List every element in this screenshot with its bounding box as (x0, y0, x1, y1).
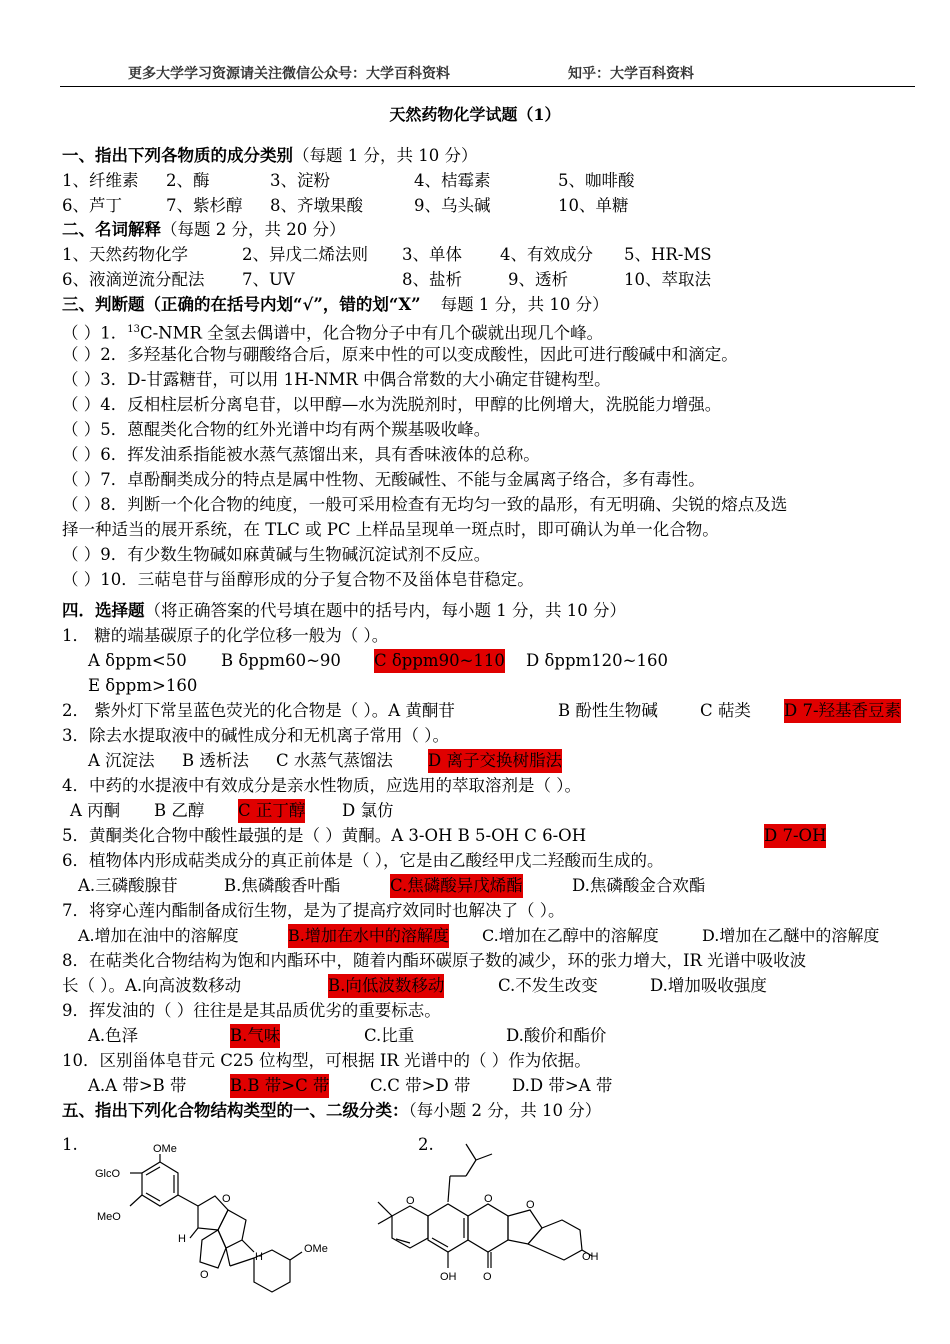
question-text: 6．挥发油系指能被水蒸气蒸馏出来，具有香味液体的总称。 (100, 445, 540, 464)
question-text: 5．黄酮类化合物中酸性最强的是（ ）黄酮。A 3-OH B 5-OH C 6-OH (62, 826, 587, 845)
section5-score: （每小题 2 分，共 10 分） (408, 1101, 602, 1120)
section2-row2 (62, 268, 711, 292)
tf-question-8 (62, 493, 787, 517)
option-c: C 水蒸气蒸馏法 (276, 751, 393, 770)
tf-question-6 (62, 443, 540, 467)
tf-question-4 (62, 393, 721, 417)
o-label: O (483, 1271, 492, 1283)
tf-question-3 (62, 368, 611, 392)
tf-question-10 (62, 568, 534, 592)
option-d: D.增加在乙醚中的溶解度 (702, 926, 880, 945)
mc-question-1: 1． 糖的端基碳原子的化学位移一般为（ ）。 (62, 626, 389, 645)
answer-blank: （ ） (62, 420, 101, 439)
section2-row1 (62, 243, 712, 267)
tf-question-1 (62, 318, 603, 346)
question-text: 长（ ）。A.向高波数移动 (62, 976, 242, 995)
ome-label: OMe (304, 1243, 328, 1255)
option-a: A.色泽 (88, 1026, 139, 1045)
answer-blank: （ ） (62, 370, 101, 389)
structure-2-diagram (370, 1140, 620, 1340)
question-text: 5．蒽醌类化合物的红外光谱中均有两个羰基吸收峰。 (100, 420, 491, 439)
option-b: B.焦磷酸香叶酯 (224, 876, 341, 895)
mc-q7-options (78, 924, 880, 948)
answer-blank: （ ） (62, 395, 101, 414)
question-number: 1． (100, 323, 128, 343)
section2-score: （每题 2 分，共 20 分） (161, 220, 346, 239)
option-d: D δppm120~160 (526, 651, 668, 670)
s1-item: 5、咖啡酸 (558, 171, 635, 190)
s2-item: 5、HR-MS (624, 245, 712, 264)
lignan-structure-svg (90, 1140, 360, 1340)
s1-item: 4、桔霉素 (414, 171, 491, 190)
option-b-answer: B.增加在水中的溶解度 (288, 924, 449, 948)
page-title: 天然药物化学试题（1） (389, 105, 561, 124)
tf-question-2 (62, 343, 738, 367)
glco-label: GlcO (95, 1168, 121, 1180)
section3-heading-line (62, 293, 609, 317)
mc-question-7: 7．将穿心莲内酯制备成衍生物，是为了提高疗效同时也解决了（ ）。 (62, 901, 565, 920)
option-b-answer: B.向低波数移动 (328, 974, 444, 998)
section1-score: （每题 1 分，共 10 分） (293, 146, 478, 165)
answer-blank: （ ） (62, 470, 101, 489)
option-c-answer: C 正丁醇 (238, 799, 305, 823)
mc-question-8-cont (62, 974, 767, 998)
mc-q1-options (88, 649, 668, 673)
s2-item: 1、天然药物化学 (62, 245, 188, 264)
section3-score: 每题 1 分，共 10 分） (440, 295, 609, 314)
section1-heading: 一、指出下列各物质的成分类别 (62, 146, 293, 165)
s1-item: 8、齐墩果酸 (270, 196, 363, 215)
option-c-answer: C.焦磷酸异戊烯酯 (390, 874, 523, 898)
s1-item: 2、酶 (166, 171, 210, 190)
option-a: A δppm<50 (88, 651, 187, 670)
o-label: O (222, 1193, 231, 1205)
question-text: C-NMR 全氢去偶谱中，化合物分子中有几个碳就出现几个峰。 (139, 323, 604, 343)
s2-item: 10、萃取法 (624, 270, 711, 289)
option-c: C.增加在乙醇中的溶解度 (482, 926, 659, 945)
o-label: O (526, 1199, 535, 1211)
tf-question-7 (62, 468, 705, 492)
section5-heading: 五、指出下列化合物结构类型的一、二级分类： (62, 1101, 409, 1120)
header-left-text: 更多大学学习资源请关注微信公众号：大学百科资料 (128, 66, 450, 82)
oh-label: OH (440, 1271, 457, 1283)
answer-blank: （ ） (62, 323, 101, 343)
h-label: H (255, 1251, 263, 1263)
s2-item: 4、有效成分 (500, 245, 593, 264)
section2-heading-line (62, 218, 345, 242)
section2-heading: 二、名词解释 (62, 220, 161, 239)
section1-heading-line (62, 144, 477, 168)
s1-item: 10、单糖 (558, 196, 629, 215)
answer-blank: （ ） (62, 495, 101, 514)
answer-blank: （ ） (62, 545, 101, 564)
tf-question-8-cont (62, 518, 719, 542)
mc-question-3: 3．除去水提取液中的碱性成分和无机离子常用（ ）。 (62, 726, 449, 745)
option-d: D.焦磷酸金合欢酯 (572, 876, 706, 895)
header-right-text: 知乎：大学百科资料 (568, 66, 694, 82)
structure-1-number: 1. (62, 1135, 78, 1154)
structure-1-diagram (90, 1140, 360, 1340)
question-text: 10．三萜皂苷与甾醇形成的分子复合物不及甾体皂苷稳定。 (100, 570, 534, 589)
option-d-answer: D 7-OH (764, 824, 826, 848)
answer-blank: （ ） (62, 570, 101, 589)
option-a: A 丙酮 (70, 801, 121, 820)
page-header (60, 60, 915, 87)
option-a: A 沉淀法 (88, 751, 155, 770)
answer-blank: （ ） (62, 445, 101, 464)
section4-heading: 四．选择题 (62, 601, 145, 620)
option-b: B 酚性生物碱 (558, 701, 658, 720)
option-b: B δppm60~90 (221, 651, 341, 670)
meo-label: MeO (97, 1211, 121, 1223)
mc-question-9: 9．挥发油的（ ）往往是是其品质优劣的重要标志。 (62, 1001, 441, 1020)
structure-2-number: 2. (418, 1135, 434, 1154)
tf-question-9 (62, 543, 490, 567)
s2-item: 3、单体 (402, 245, 462, 264)
s2-item: 8、盐析 (402, 270, 462, 289)
question-text: 3．D-甘露糖苷，可以用 1H-NMR 中偶合常数的大小确定苷键构型。 (100, 370, 611, 389)
mc-question-5 (62, 824, 827, 848)
option-b: B 乙醇 (154, 801, 205, 820)
mc-question-2 (62, 699, 902, 723)
mc-question-8: 8．在萜类化合物结构为饱和内酯环中，随着内酯环碳原子数的减少，环的张力增大，IR 光谱中吸收波 (62, 951, 807, 970)
mc-question-4: 4．中药的水提液中有效成分是亲水性物质，应选用的萃取溶剂是（ ）。 (62, 776, 581, 795)
mc-q3-options (88, 749, 562, 773)
o-label: O (200, 1269, 209, 1281)
option-d: D 氯仿 (342, 801, 394, 820)
o-label: O (484, 1193, 493, 1205)
option-a: A.三磷酸腺苷 (78, 876, 178, 895)
mc-q9-options (88, 1024, 607, 1048)
tf-question-5 (62, 418, 490, 442)
s1-item: 3、淀粉 (270, 171, 330, 190)
option-d: D.D 带>A 带 (512, 1076, 613, 1095)
answer-blank: （ ） (62, 345, 101, 364)
option-b-answer: B.B 带>C 带 (230, 1074, 329, 1098)
option-b-answer: B.气味 (230, 1024, 280, 1048)
o-label: O (406, 1195, 415, 1207)
option-a: A.增加在油中的溶解度 (78, 926, 239, 945)
s2-item: 6、液滴逆流分配法 (62, 270, 205, 289)
s1-item: 6、芦丁 (62, 196, 122, 215)
question-text: 4．反相柱层析分离皂苷，以甲醇—水为洗脱剂时，甲醇的比例增大，洗脱能力增强。 (100, 395, 722, 414)
mc-q6-options (78, 874, 706, 898)
question-text: 2．多羟基化合物与硼酸络合后，原来中性的可以变成酸性，因此可进行酸碱中和滴定。 (100, 345, 738, 364)
section4-heading-line (62, 599, 626, 623)
question-text: 择一种适当的展开系统，在 TLC 或 PC 上样品呈现单一斑点时，即可确认为单一化合物。 (62, 520, 719, 539)
question-text: 2． 紫外灯下常呈蓝色荧光的化合物是（ ）。A 黄酮苷 (62, 701, 455, 720)
h-label: H (178, 1233, 186, 1245)
superscript: 13 (127, 324, 140, 335)
option-a: A.A 带>B 带 (88, 1076, 187, 1095)
section1-row2 (62, 194, 629, 218)
option-c: C.比重 (364, 1026, 415, 1045)
option-c: C.不发生改变 (498, 976, 598, 995)
mc-question-6: 6．植物体内形成萜类成分的真正前体是（ ），它是由乙酸经甲戊二羟酸而生成的。 (62, 851, 664, 870)
section4-score: （将正确答案的代号填在题中的括号内，每小题 1 分，共 10 分） (144, 601, 626, 620)
mc-question-10: 10．区别甾体皂苷元 C25 位构型，可根据 IR 光谱中的（ ）作为依据。 (62, 1051, 591, 1070)
section3-heading: 三、判断题（正确的在括号内划“√”，错的划“X” (62, 295, 421, 314)
s1-item: 1、纤维素 (62, 171, 139, 190)
oh-label: OH (582, 1251, 599, 1263)
s1-item: 7、紫杉醇 (166, 196, 243, 215)
s1-item: 9、乌头碱 (414, 196, 491, 215)
s2-item: 2、异戊二烯法则 (242, 245, 368, 264)
pterocarpan-structure-svg (370, 1140, 620, 1340)
option-e: E δppm>160 (88, 676, 198, 695)
option-d-answer: D 离子交换树脂法 (428, 749, 562, 773)
option-d: D.酸价和酯价 (506, 1026, 607, 1045)
option-d: D.增加吸收强度 (650, 976, 767, 995)
mc-q10-options (88, 1074, 613, 1098)
s2-item: 9、透析 (508, 270, 568, 289)
section1-row1 (62, 169, 635, 193)
option-c-answer: C δppm90~110 (374, 649, 505, 673)
mc-q4-options (70, 799, 394, 823)
question-text: 8．判断一个化合物的纯度，一般可采用检查有无均匀一致的晶形，有无明确、尖锐的熔点及选 (100, 495, 788, 514)
option-c: C 萜类 (700, 701, 751, 720)
option-d-answer: D 7-羟基香豆素 (784, 699, 901, 723)
question-text: 9．有少数生物碱如麻黄碱与生物碱沉淀试剂不反应。 (100, 545, 491, 564)
option-c: C.C 带>D 带 (370, 1076, 471, 1095)
option-b: B 透析法 (182, 751, 249, 770)
question-text: 7．卓酚酮类成分的特点是属中性物、无酸碱性、不能与金属离子络合，多有毒性。 (100, 470, 705, 489)
ome-label: OMe (153, 1143, 177, 1155)
s2-item: 7、UV (242, 270, 295, 289)
section5-heading-line (62, 1099, 601, 1123)
